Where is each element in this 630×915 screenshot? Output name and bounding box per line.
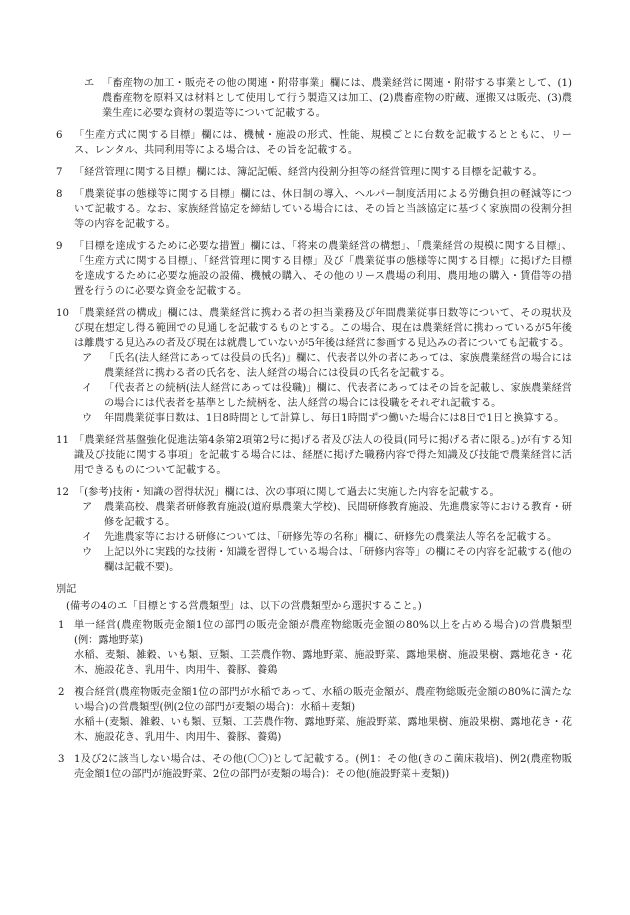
item-10 [56,306,572,426]
sub-item-u [74,411,572,426]
sub-item-text: 先進農家等における研修については、「研修先等の名称」欄に、研修先の農業法人等名を記載する。 [104,532,558,543]
item-11 [56,433,572,478]
item-text: 「農業経営の構成」欄には、農業経営に携わる者の担当業務及び年間農業従事日数等について、その現状及び現在想定し得る範囲での見通しを記載するものとする。この場合、現在は農業経営に携わっているが5年後は離農する見込みの者及び現在は就農していないが5年後は経営に参画する見込みの者についても記載する。 [74,308,572,349]
sub-item-text: 上記以外に実践的な技術・知識を習得している場合は、「研修内容等」の欄にその内容を記載する(他の欄は記載不要)。 [104,547,572,573]
sub-item-letter: イ [82,383,93,394]
item-text: 「農業経営基盤強化促進法第4条第2項第2号に掲げる者及び法人の役員(同号に掲げる者に限る。)が有する知識及び技能に関する事項」を記載する場合には、経歴に掲げた職務内容で得た知識及び技能で農業経営に活用できるものについて記載する。 [74,435,572,476]
item-number: 8 [56,189,63,200]
item-text: 「生産方式に関する目標」欄には、機械・施設の形式、性能、規模ごとに台数を記載するとともに、リース、レンタル、共同利用等による場合は、その旨を記載する。 [74,130,572,156]
item-number: 1 [58,620,65,631]
farming-type-list: 水稲＋(麦類、雑穀、いも類、豆類、工芸農作物、露地野菜、施設野菜、露地果樹、施設果樹、露地花き・花木、施設花き、乳用牛、肉用牛、養豚、養鶏) [74,717,572,743]
farming-type-list: 水稲、麦類、雑穀、いも類、豆類、工芸農作物、露地野菜、施設野菜、露地果樹、施設果樹、露地花き・花木、施設花き、乳用牛、肉用牛、養豚、養鶏 [74,650,572,676]
appendix-note: (備考の4のエ「目標とする営農類型」は、以下の営農類型から選択すること。) [66,601,422,612]
sub-item-u [74,545,572,575]
sub-item-i [74,381,572,411]
item-e [74,76,572,121]
sub-item-letter: ウ [82,413,93,424]
item-text: 「経営管理に関する目標」欄には、簿記記帳、経営内役割分担等の経営管理に関する目標を記載する。 [74,167,543,178]
item-6 [56,128,572,158]
item-number: 9 [56,241,63,252]
item-text: 「畜産物の加工・販売その他の関連・附帯事業」欄には、農業経営に関連・附帯する事業として、(1)農畜産物を原料又は材料として使用して行う製造又は加工、(2)農畜産物の貯蔵、運搬又は販売、(3)農業生産に必要な資材の製造等について記載する。 [102,78,572,119]
item-number: 10 [56,308,69,319]
sub-item-text: 年間農業従事日数は、1日8時間として計算し、毎日1時間ずつ働いた場合には8日で1日と換算する。 [104,413,565,424]
item-text: 「目標を達成するために必要な措置」欄には、「将来の農業経営の構想」、「農業経営の規模に関する目標」、「生産方式に関する目標」、「経営管理に関する目標」及び「農業従事の態様等に関する目標」に掲げた目標を達成するために必要な施設の設備、機械の購入、その他のリース農場の利用、農用地の購入・賃借等の措置を行うのに必要な資金を記載する。 [74,241,572,297]
item-number: 2 [58,687,65,698]
sub-item-text: 「氏名(法人経営にあっては役員の氏名)」欄に、代表者以外の者にあっては、家族農業経営の場合には農業経営に携わる者の氏名を、法人経営の場合には役員の氏名を記載する。 [104,353,572,379]
appendix-item-2 [58,685,572,745]
item-9 [56,239,572,299]
appendix-title: 別記 [56,584,77,595]
item-text: 単一経営(農産物販売金額1位の部門の販売金額が農産物総販売金額の80%以上を占める場合)の営農類型(例：露地野菜) [74,620,572,646]
item-number: 12 [56,487,69,498]
appendix-item-1 [58,618,572,678]
item-number: 3 [58,754,65,765]
item-7 [56,165,572,180]
item-number: 6 [56,130,63,141]
sub-item-letter: ア [82,502,93,513]
item-text: 複合経営(農産物販売金額1位の部門が水稲であって、水稲の販売金額が、農産物総販売金額の80%に満たない場合)の営農類型(例(2位の部門が麦類の場合)：水稲＋麦類) [74,687,572,713]
sub-item-letter: イ [82,532,93,543]
item-number: 11 [56,435,69,446]
item-number: エ [84,78,95,89]
sub-item-letter: ア [82,353,93,364]
sub-item-text: 農業高校、農業者研修教育施設(道府県農業大学校)、民間研修教育施設、先進農家等における教育・研修を記載する。 [104,502,572,528]
sub-item-i [74,530,572,545]
appendix-item-3 [58,752,572,782]
sub-item-text: 「代表者との続柄(法人経営にあっては役職)」欄に、代表者にあってはその旨を記載し、家族農業経営の場合には代表者を基準とした続柄を、法人経営の場合には役職をそれぞれ記載する。 [104,383,572,409]
item-text: 1及び2に該当しない場合は、その他(〇〇)として記載する。(例1：その他(きのこ菌床栽培)、例2(農産物販売金額1位の部門が施設野菜、2位の部門が麦類の場合)：その他(施設野菜＋麦類)) [74,754,572,780]
item-text: 「農業従事の態様等に関する目標」欄には、休日制の導入、ヘルパー制度活用による労働負担の軽減等について記載する。なお、家族経営協定を締結している場合には、その旨と当該協定に基づく家族間の役割分担等の内容を記載する。 [74,189,572,230]
item-text: 「(参考)技術・知識の習得状況」欄には、次の事項に関して過去に実施した内容を記載する。 [74,487,500,498]
sub-item-a [74,500,572,530]
item-12 [56,485,572,575]
item-number: 7 [56,167,63,178]
sub-item-a [74,351,572,381]
item-8 [56,187,572,232]
sub-item-letter: ウ [82,547,93,558]
